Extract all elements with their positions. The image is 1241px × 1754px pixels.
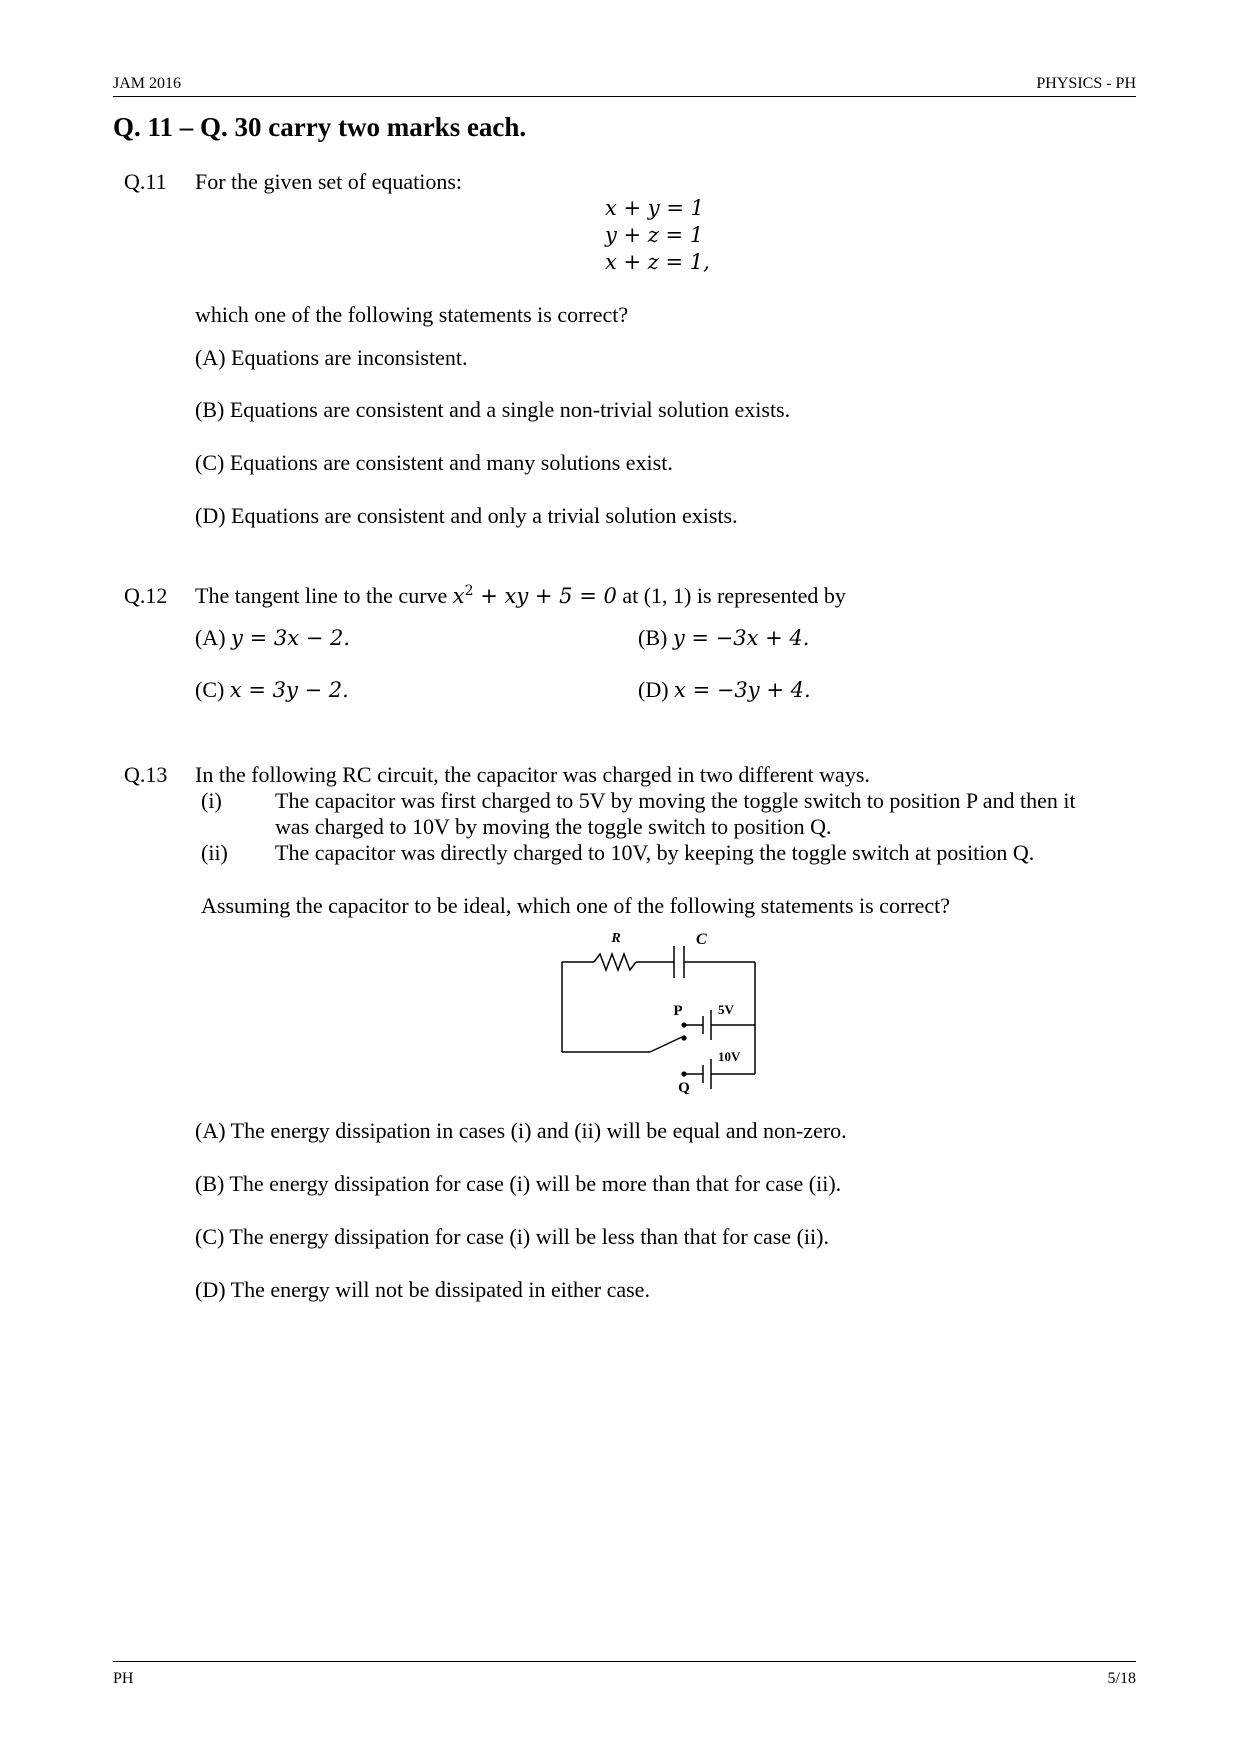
option-a: (A) Equations are inconsistent. (195, 345, 468, 370)
stem-text-after: at (1, 1) is represented by (622, 583, 846, 608)
option-a (195, 625, 350, 651)
option-expr: y = −3x + 4. (672, 626, 810, 650)
label-r: R (611, 931, 621, 946)
header-subject: PHYSICS - PH (1036, 75, 1136, 92)
option-expr: x = −3y + 4. (674, 678, 811, 702)
option-d: (D) The energy will not be dissipated in either case. (195, 1277, 650, 1302)
curve-equation (453, 584, 617, 608)
option-c: (C) Equations are consistent and many solutions exist. (195, 450, 673, 475)
header-rule (113, 96, 1136, 97)
option-expr: y = 3x − 2. (231, 626, 351, 650)
question-stem: In the following RC circuit, the capacitor was charged in two different ways. (195, 762, 870, 787)
option-label: (C) (195, 677, 225, 702)
footer-rule (113, 1661, 1136, 1662)
question-number: Q.12 (124, 583, 168, 608)
footer-code: PH (113, 1670, 134, 1687)
question-stem: For the given set of equations: (195, 169, 463, 194)
label-q: Q (678, 1080, 690, 1094)
rc-circuit-diagram (550, 924, 760, 1094)
question-stem (195, 583, 846, 609)
question-number: Q.11 (124, 169, 167, 194)
switch-pivot (681, 1035, 686, 1040)
option-b (638, 625, 809, 651)
question-number: Q.13 (124, 762, 168, 787)
option-b: (B) Equations are consistent and a single non-trivial solution exists. (195, 397, 791, 422)
resistor-zigzag (594, 954, 636, 970)
curve-rest: + xy + 5 = 0 (480, 584, 617, 608)
label-10v: 10V (718, 1049, 741, 1064)
equation-1: x + y = 1 (605, 196, 704, 220)
equation-3: x + z = 1, (605, 250, 710, 274)
terminal-q (681, 1071, 686, 1076)
label-5v: 5V (718, 1002, 734, 1017)
label-p: P (673, 1003, 683, 1019)
curve-base: x (452, 584, 465, 608)
header-exam: JAM 2016 (113, 75, 182, 92)
page-number: 5/18 (1107, 1670, 1136, 1687)
case-label: (i) (201, 788, 222, 813)
case-text: The capacitor was directly charged to 10V, by keeping the toggle switch at position Q. (275, 840, 1035, 865)
option-label: (A) (195, 625, 226, 650)
option-label: (B) (638, 625, 668, 650)
question-prompt: Assuming the capacitor to be ideal, which one of the following statements is correct? (201, 893, 950, 918)
label-c: C (696, 931, 707, 948)
option-b: (B) The energy dissipation for case (i) will be more than that for case (ii). (195, 1171, 842, 1196)
case-text: was charged to 10V by moving the toggle switch to position Q. (275, 814, 832, 839)
terminal-p (681, 1022, 686, 1027)
case-text: The capacitor was first charged to 5V by moving the toggle switch to position P and then it (275, 788, 1076, 813)
equation-2: y + z = 1 (605, 223, 704, 247)
curve-exponent: 2 (464, 583, 474, 599)
stem-text: The tangent line to the curve (195, 583, 448, 608)
option-d: (D) Equations are consistent and only a trivial solution exists. (195, 503, 738, 528)
option-label: (D) (638, 677, 669, 702)
question-prompt: which one of the following statements is correct? (195, 302, 629, 327)
option-c (195, 677, 349, 703)
case-label: (ii) (201, 840, 228, 865)
toggle-switch-blade (650, 1037, 682, 1052)
option-a: (A) The energy dissipation in cases (i) and (ii) will be equal and non-zero. (195, 1118, 847, 1143)
option-d (638, 677, 811, 703)
option-c: (C) The energy dissipation for case (i) will be less than that for case (ii). (195, 1224, 829, 1249)
section-title: Q. 11 – Q. 30 carry two marks each. (113, 112, 527, 142)
option-expr: x = 3y − 2. (229, 678, 349, 702)
